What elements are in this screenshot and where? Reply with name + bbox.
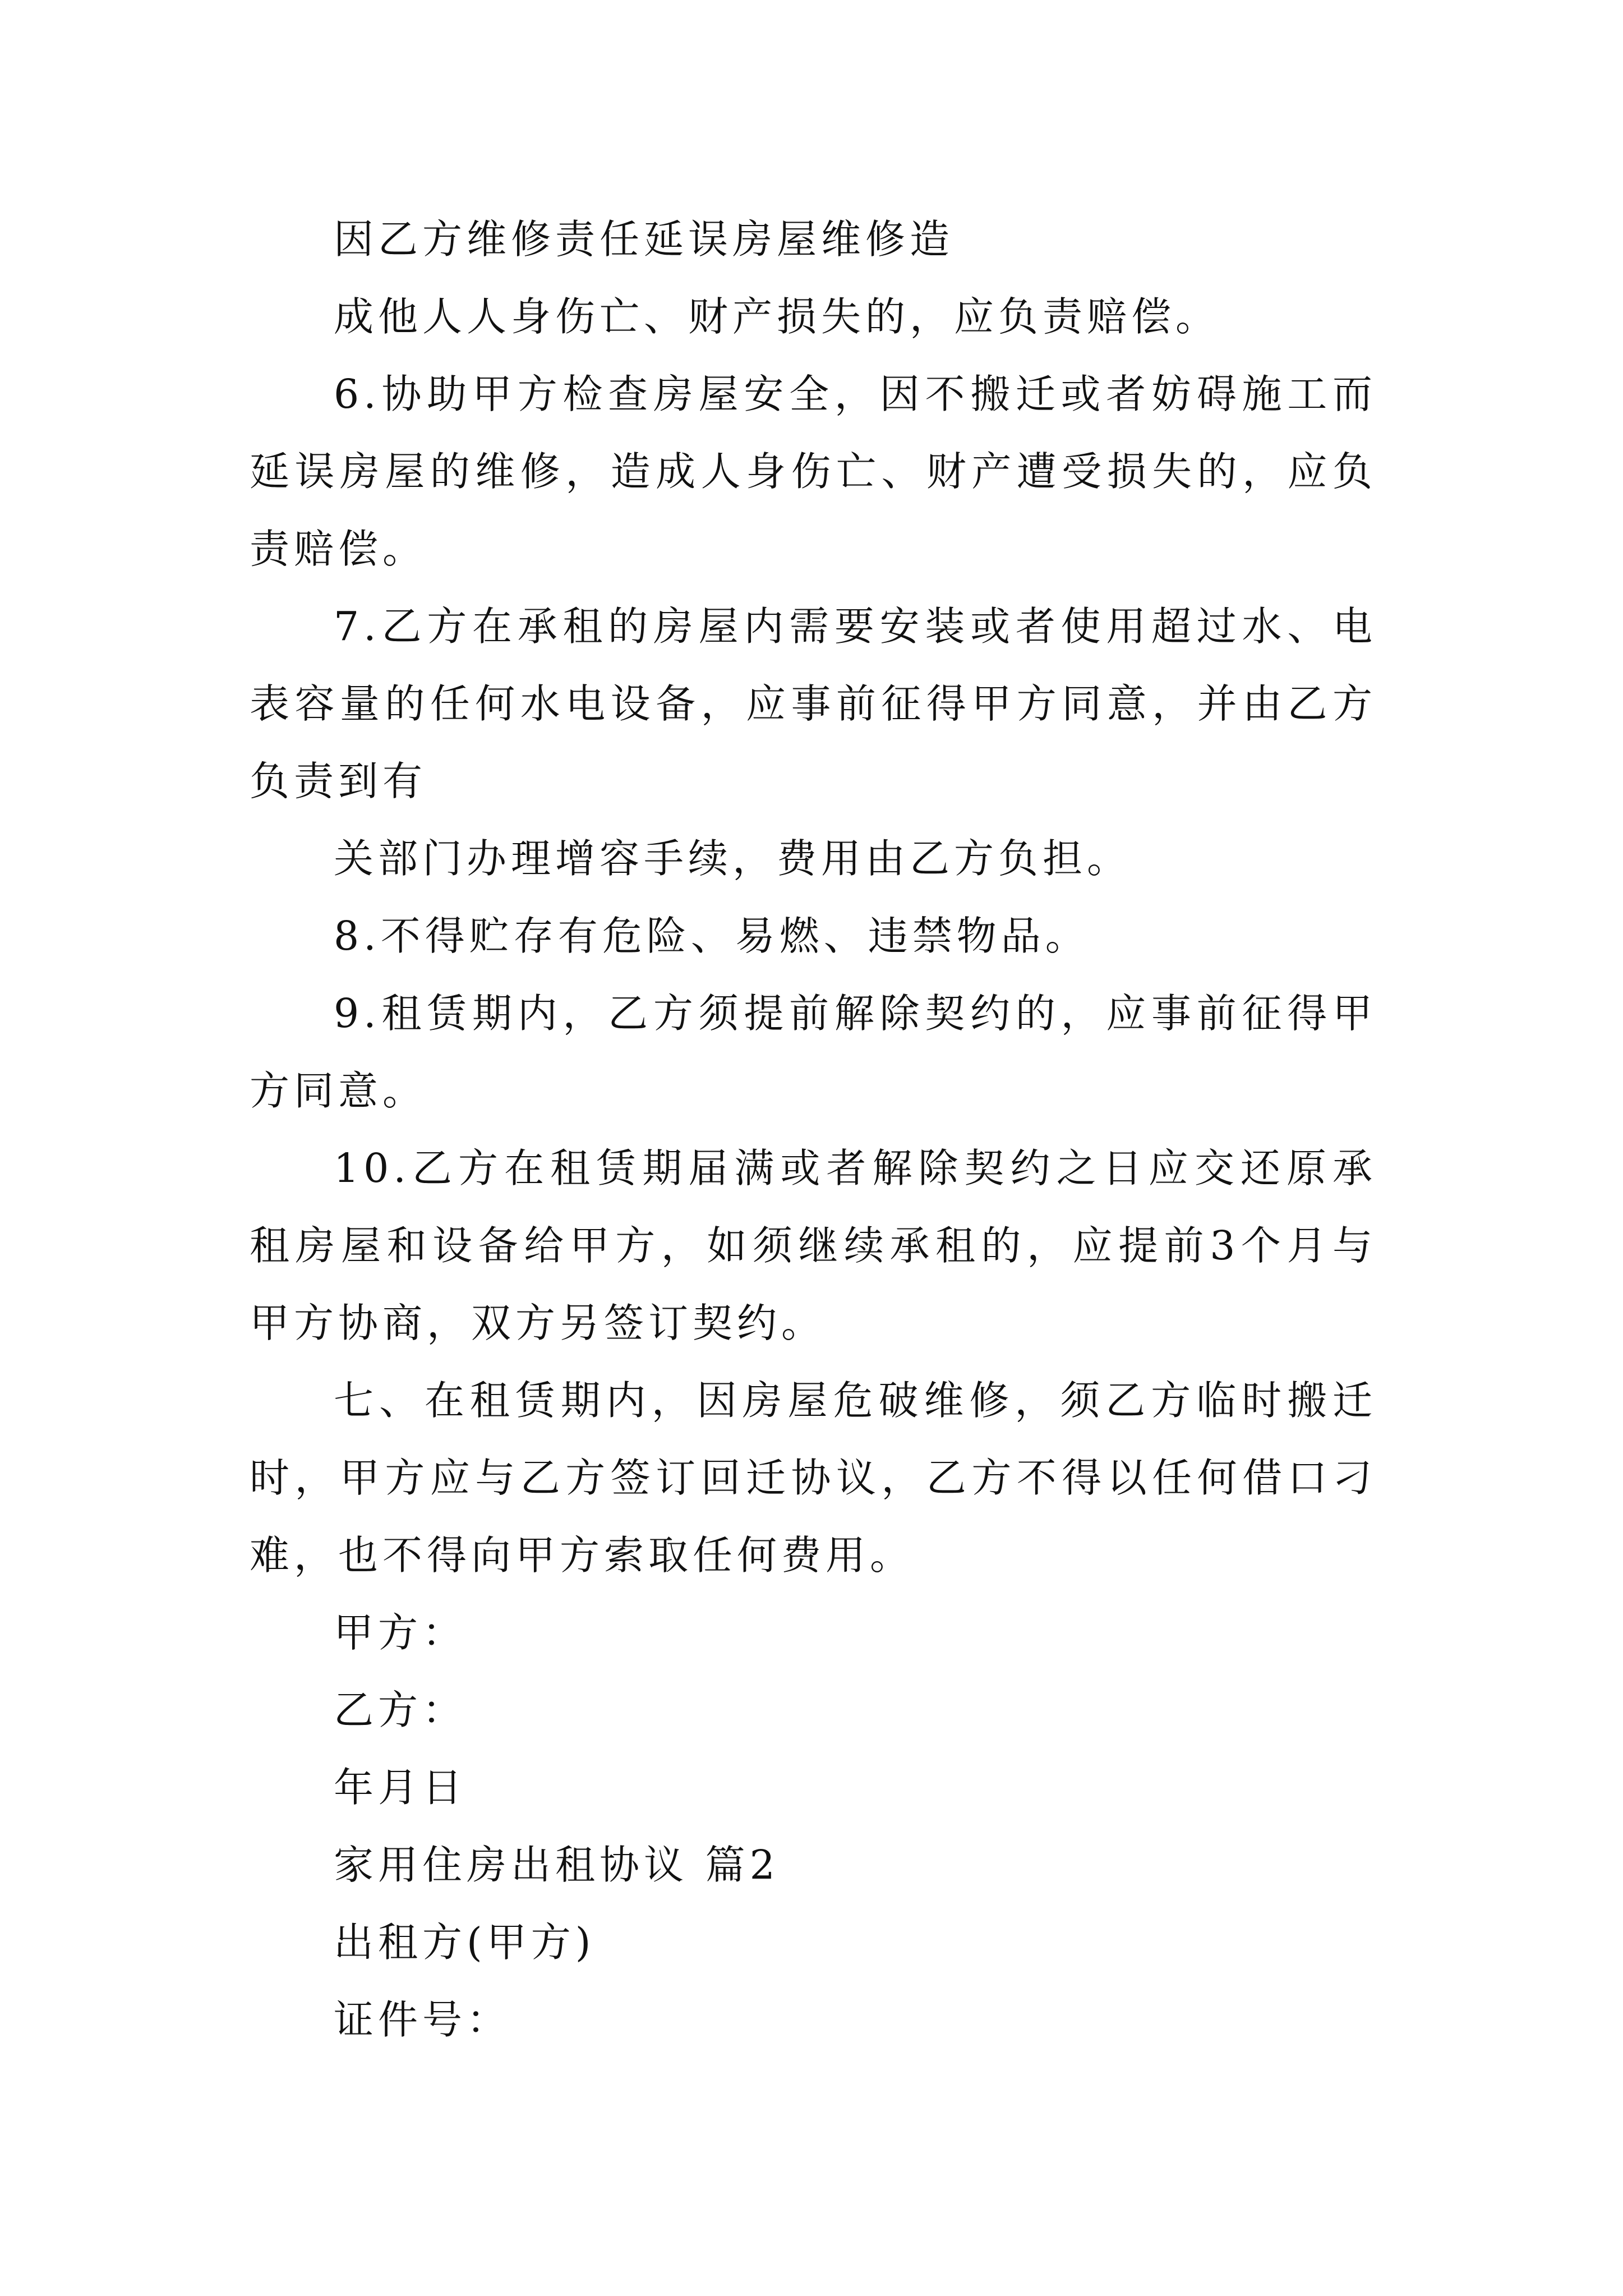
lessor-label: 出租方(甲方) bbox=[334, 1919, 596, 1966]
id-number-label: 证件号： bbox=[334, 1996, 511, 2043]
paragraph-clause-7: 7.乙方在承租的房屋内需要安装或者使用超过水、电表容量的任何水电设备，应事前征得甲方同意，并由乙方负责到有 bbox=[250, 603, 1377, 804]
signature-party-b: 乙方： bbox=[334, 1687, 467, 1733]
paragraph-clause-7-cont: 关部门办理增容手续，费用由乙方负担。 bbox=[334, 835, 1132, 882]
paragraph-clause-10: 10.乙方在租赁期届满或者解除契约之日应交还原承租房屋和设备给甲方，如须继续承租的，应提前3个月与甲方协商，双方另签订契约。 bbox=[250, 1145, 1377, 1346]
paragraph-2: 成他人人身伤亡、财产损失的，应负责赔偿。 bbox=[334, 293, 1220, 340]
paragraph-clause-9: 9.租赁期内，乙方须提前解除契约的，应事前征得甲方同意。 bbox=[250, 990, 1377, 1114]
paragraph-section-7: 七、在租赁期内，因房屋危破维修，须乙方临时搬迁时，甲方应与乙方签订回迁协议，乙方不得以任何借口刁难，也不得向甲方索取任何费用。 bbox=[250, 1377, 1377, 1579]
document-body bbox=[250, 201, 1377, 2059]
signature-date: 年月日 bbox=[334, 1764, 467, 1811]
section-heading: 家用住房出租协议 篇2 bbox=[334, 1842, 780, 1888]
paragraph-clause-6: 6.协助甲方检查房屋安全，因不搬迁或者妨碍施工而延误房屋的维修，造成人身伤亡、财产遭受损失的，应负责赔偿。 bbox=[250, 371, 1377, 572]
signature-party-a: 甲方： bbox=[334, 1609, 467, 1656]
paragraph-clause-8: 8.不得贮存有危险、易燃、违禁物品。 bbox=[334, 913, 1090, 959]
paragraph-1: 因乙方维修责任延误房屋维修造 bbox=[334, 216, 955, 263]
